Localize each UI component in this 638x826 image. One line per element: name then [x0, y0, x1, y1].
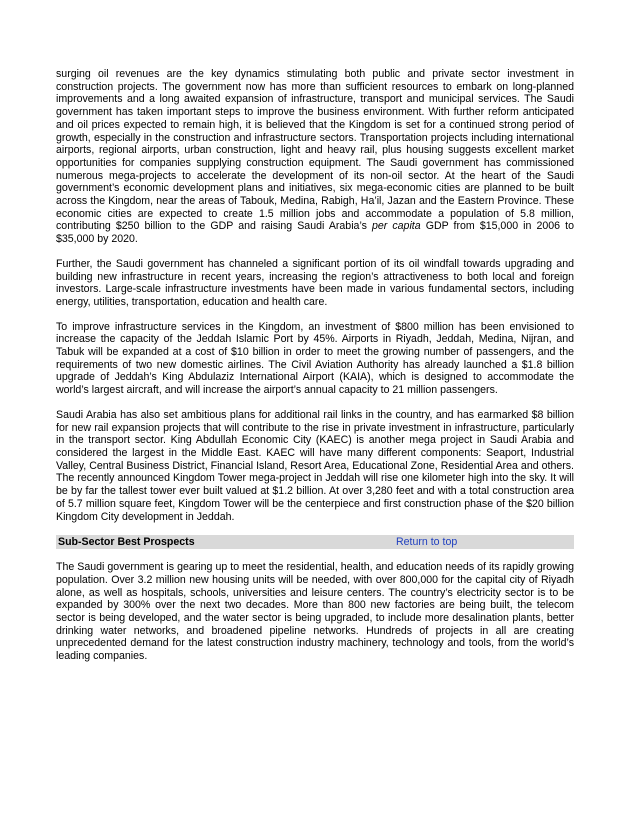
section-header-bar [56, 535, 574, 549]
paragraph-construction-outlook: surging oil revenues are the key dynamics stimulating both public and private sector investment in construction projects. The government now has more than sufficient resources to embark on long-planned improvements and a long awaited expansion of infrastructure, transport and municipal services. The Saudi government has taken important steps to improve the business environment. With further reform anticipated and oil prices expected to remain high, it is believed that the Kingdom is set for a continued strong period of growth, especially in the construction and infrastructure sectors. Transportation projects including international airports, regional airports, urban construction, light and heavy rail, plus housing suggests excellent market opportunities for companies supplying construction equipment. The Saudi government has commissioned numerous mega-projects to accelerate the development of its non-oil sector. At the heart of the Saudi government’s economic development plans and initiatives, six mega-economic cities are planned to be built across the Kingdom, near the areas of Tabouk, Medina, Rabigh, Ha’il, Jazan and the Eastern Province. These economic cities are expected to create 1.5 million jobs and accommodate a population of 5.8 million, contributing $250 billion to the GDP and raising Saudi Arabia’s per capita GDP from $15,000 in 2006 to $35,000 by 2020. [56, 68, 574, 246]
paragraph-airports-ports: To improve infrastructure services in the Kingdom, an investment of $800 million has been envisioned to increase the capacity of the Jeddah Islamic Port by 45%. Airports in Riyadh, Jeddah, Medina, Nijran, and Tabuk will be expanded at a cost of $10 billion in order to meet the growing number of passengers, and the requirements of two new domestic airlines. The Civil Aviation Authority has already launched a $1.8 billion upgrade of Jeddah’s King Abdulaziz International Airport (KAIA), which is designed to accommodate the world’s largest aircraft, and will increase the airport’s annual capacity to 21 million passengers. [56, 320, 574, 397]
paragraph-rail-kaec: Saudi Arabia has also set ambitious plans for additional rail links in the country, and has earmarked $8 billion for new rail expansion projects that will contribute to the rise in private investment in infrastructure, particularly in the transport sector. King Abdullah Economic City (KAEC) is another mega project in Saudi Arabia and considered the largest in the Middle East. KAEC will have many different components: Seaport, Industrial Valley, Central Business District, Financial Island, Resort Area, Educational Zone, Residential Area and others. The recently announced Kingdom Tower mega-project in Jeddah will rise one kilometer high into the sky. It will be by far the tallest tower ever built valued at $1.2 billion. At over 3,280 feet and with a total construction area of 5.7 million square feet, Kingdom Tower will be the centerpiece and first construction phase of the $20 billion Kingdom City development in Jeddah. [56, 408, 574, 523]
section-title: Sub-Sector Best Prospects [58, 536, 195, 549]
document-page [56, 68, 574, 675]
paragraph-infrastructure-investment: Further, the Saudi government has channeled a significant portion of its oil windfall towards upgrading and building new infrastructure in recent years, increasing the region’s attractiveness to both local and foreign investors. Large-scale infrastructure investments have been made in various fundamental sectors, including energy, utilities, transportation, education and health care. [56, 257, 574, 308]
return-to-top-link[interactable]: Return to top [396, 536, 458, 549]
paragraph-sub-sector-prospects: The Saudi government is gearing up to meet the residential, health, and education needs of its rapidly growing population. Over 3.2 million new housing units will be needed, with over 800,000 for the capital city of Riyadh alone, as well as hospitals, schools, universities and leisure centers. The country’s electricity sector is to be expanded by 300% over the next two decades. More than 800 new factories are being built, the telecom sector is being developed, and the water sector is being upgraded, to include more desalination plants, better drinking water networks, and broadened pipeline networks. Hundreds of projects in all are creating unprecedented demand for the latest construction industry machinery, technology and tools, from the world’s leading companies. [56, 561, 574, 663]
